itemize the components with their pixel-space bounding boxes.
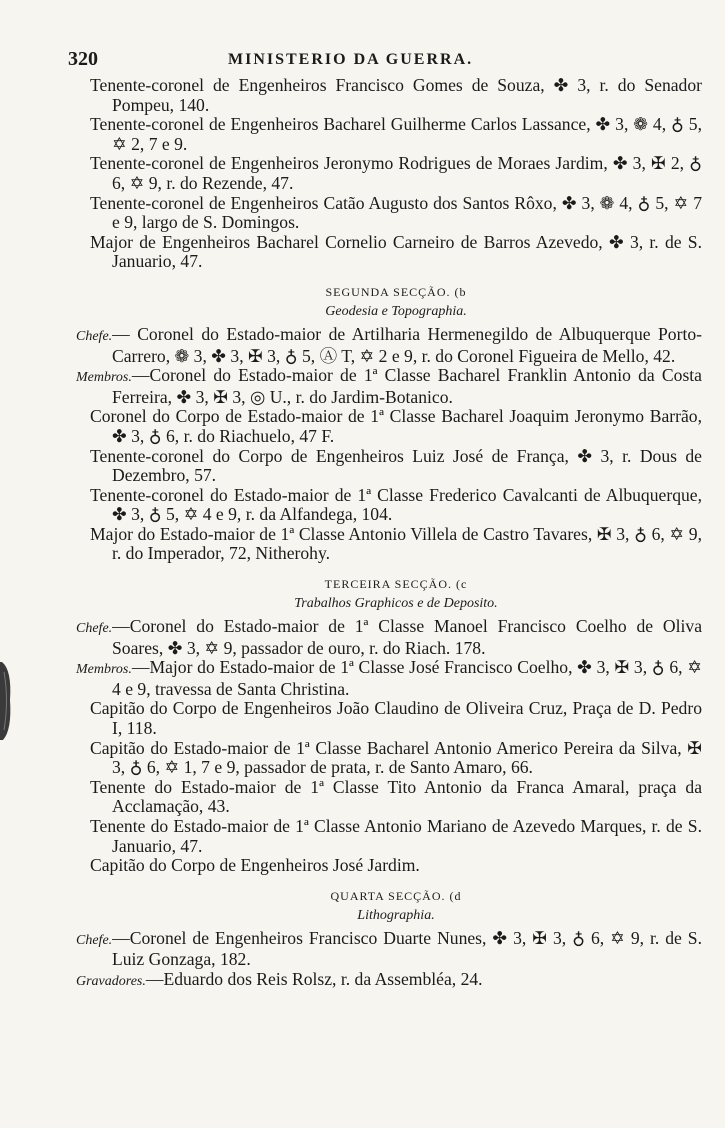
section-subtitle: Trabalhos Graphicos e de Deposito.: [294, 596, 498, 612]
entry: [76, 927, 702, 970]
entry-text: —Coronel do Estado-maior de 1ª Classe Bacharel Franklin Antonio da Costa Ferreira, ✤ 3, ✠ 3, ◎ U., r. do Jardim-Botanico.: [112, 365, 702, 407]
entry-label: Membros.: [76, 370, 132, 386]
entry: Tenente-coronel de Engenheiros Jeronymo Rodrigues de Moraes Jardim, ✤ 3, ✠ 2, ♁ 6, ✡ 9, r. do Rezende, 47.: [90, 153, 702, 193]
section-subtitle: Geodesia e Topographia.: [325, 303, 467, 319]
entry: [76, 968, 702, 992]
page-header: [68, 48, 693, 72]
entry: Tenente do Estado-maior de 1ª Classe Tito Antonio da Franca Amaral, praça da Acclamação, 43.: [90, 776, 702, 817]
entry: Tenente-coronel do Corpo de Engenheiros Luiz José de França, ✤ 3, r. Dous de Dezembro, 57.: [90, 445, 702, 486]
entry-label: Membros.: [76, 662, 132, 678]
entry-label: Gravadores.: [76, 973, 146, 989]
section-subtitle: Lithographia.: [357, 907, 435, 923]
entry-label: Chefe.: [76, 621, 113, 637]
entry-label: Chefe.: [76, 328, 113, 344]
entry-text: —Eduardo dos Reis Rolsz, r. da Assembléa, 24.: [145, 968, 483, 989]
entry: Capitão do Estado-maior de 1ª Classe Bacharel Antonio Americo Pereira da Silva, ✠ 3, ♁ 6, ✡ 1, 7 e 9, passador de prata, r. de Santo Amaro, 66.: [90, 737, 702, 778]
page-number: 320: [68, 48, 98, 70]
entry: Tenente do Estado-maior de 1ª Classe Antonio Mariano de Azevedo Marques, r. de S. Januario, 47.: [90, 816, 702, 856]
entry: Coronel do Corpo de Estado-maior de 1ª Classe Bacharel Joaquim Jeronymo Barrão, ✤ 3, ♁ 6, r. do Riachuelo, 47 F.: [90, 406, 702, 446]
entry: Tenente-coronel de Engenheiros Catão Augusto dos Santos Rôxo, ✤ 3, ❁ 4, ♁ 5, ✡ 7 e 9, largo de S. Domingos.: [90, 192, 702, 233]
entry-label: Chefe.: [76, 932, 113, 948]
entry: Major do Estado-maior de 1ª Classe Antonio Villela de Castro Tavares, ✠ 3, ♁ 6, ✡ 9, r. do Imperador, 72, Nitherohy.: [90, 523, 702, 564]
entry-text: —Coronel de Engenheiros Francisco Duarte Nunes, ✤ 3, ✠ 3, ♁ 6, ✡ 9, r. de S. Luiz Gonzaga, 182.: [112, 927, 702, 970]
entry: Tenente-coronel de Engenheiros Francisco Gomes de Souza, ✤ 3, r. do Senador Pompeu, 140.: [90, 75, 702, 115]
entry: Major de Engenheiros Bacharel Cornelio Carneiro de Barros Azevedo, ✤ 3, r. de S. Januario, 47.: [90, 231, 702, 272]
section-heading: QUARTA SECÇÃO. (d: [330, 888, 462, 903]
entry: [76, 616, 702, 658]
section-heading: TERCEIRA SECÇÃO. (c: [324, 577, 468, 592]
binding-clip-mark: [0, 660, 14, 742]
entry-text: —Coronel do Estado-maior de 1ª Classe Manoel Francisco Coelho de Oliva Soares, ✤ 3, ✡ 9, passador de ouro, r. do Riach. 178.: [112, 616, 702, 658]
entry-text: —Major do Estado-maior de 1ª Classe José Francisco Coelho, ✤ 3, ✠ 3, ♁ 6, ✡ 4 e 9, travessa de Santa Christina.: [112, 657, 702, 699]
entry: [76, 657, 702, 699]
entry: [76, 323, 702, 366]
entry: Tenente-coronel de Engenheiros Bacharel Guilherme Carlos Lassance, ✤ 3, ❁ 4, ♁ 5, ✡ 2, 7 e 9.: [90, 114, 702, 154]
entry-text: — Coronel do Estado-maior de Artilharia Hermenegildo de Albuquerque Porto-Carrero, ❁ 3, ✤ 3, ✠ 3, ♁ 5, Ⓐ T, ✡ 2 e 9, r. do Coronel Figueira de Mello, 42.: [112, 323, 702, 366]
entry: [76, 365, 702, 407]
section-heading: SEGUNDA SECÇÃO. (b: [325, 284, 467, 299]
entry: Capitão do Corpo de Engenheiros João Claudino de Oliveira Cruz, Praça de D. Pedro I, 118.: [90, 698, 702, 739]
entry: Tenente-coronel do Estado-maior de 1ª Classe Frederico Cavalcanti de Albuquerque, ✤ 3, ♁ 5, ✡ 4 e 9, r. da Alfandega, 104.: [90, 484, 702, 525]
text-column: [76, 75, 702, 992]
entry: Capitão do Corpo de Engenheiros José Jardim.: [90, 855, 420, 876]
running-title: MINISTERIO DA GUERRA.: [228, 51, 474, 68]
